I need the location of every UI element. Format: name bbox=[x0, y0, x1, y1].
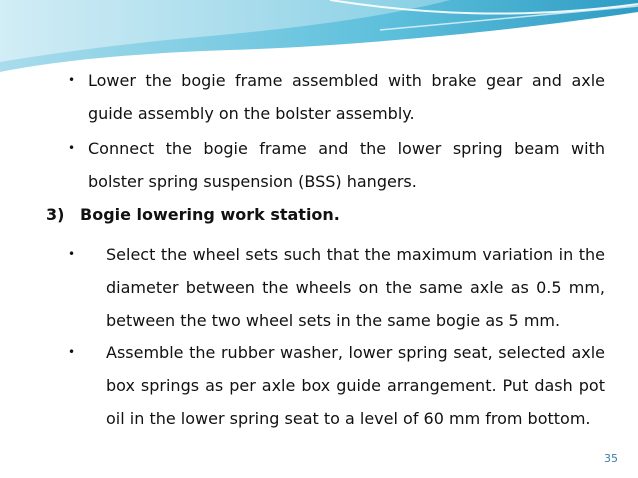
bullet-item bbox=[68, 132, 605, 198]
bullet-text: Lower the bogie frame assembled with brake gear and axle guide assembly on the bolster assembly. bbox=[88, 71, 605, 123]
bullet-text: Assemble the rubber washer, lower spring seat, selected axle box springs as per axle box guide arrangement. Put dash pot oil in the lower spring seat to a level of 60 mm from bottom. bbox=[106, 343, 605, 428]
bullet-text: Select the wheel sets such that the maximum variation in the diameter between the wheels on the same axle as 0.5 mm, between the two wheel sets in the same bogie as 5 mm. bbox=[106, 245, 605, 330]
bullet-marker: • bbox=[68, 141, 76, 155]
page-number: 35 bbox=[604, 452, 618, 465]
bullet-item bbox=[68, 336, 605, 435]
section-title: Bogie lowering work station. bbox=[80, 205, 340, 224]
bullet-marker: • bbox=[68, 73, 76, 87]
bullet-item bbox=[68, 238, 605, 337]
bullet-item bbox=[68, 64, 605, 130]
bullet-marker: • bbox=[68, 345, 76, 359]
section-number: 3) bbox=[46, 205, 65, 224]
bullet-text: Connect the bogie frame and the lower spring beam with bolster spring suspension (BSS) hangers. bbox=[88, 139, 605, 191]
bullet-marker: • bbox=[68, 247, 76, 261]
